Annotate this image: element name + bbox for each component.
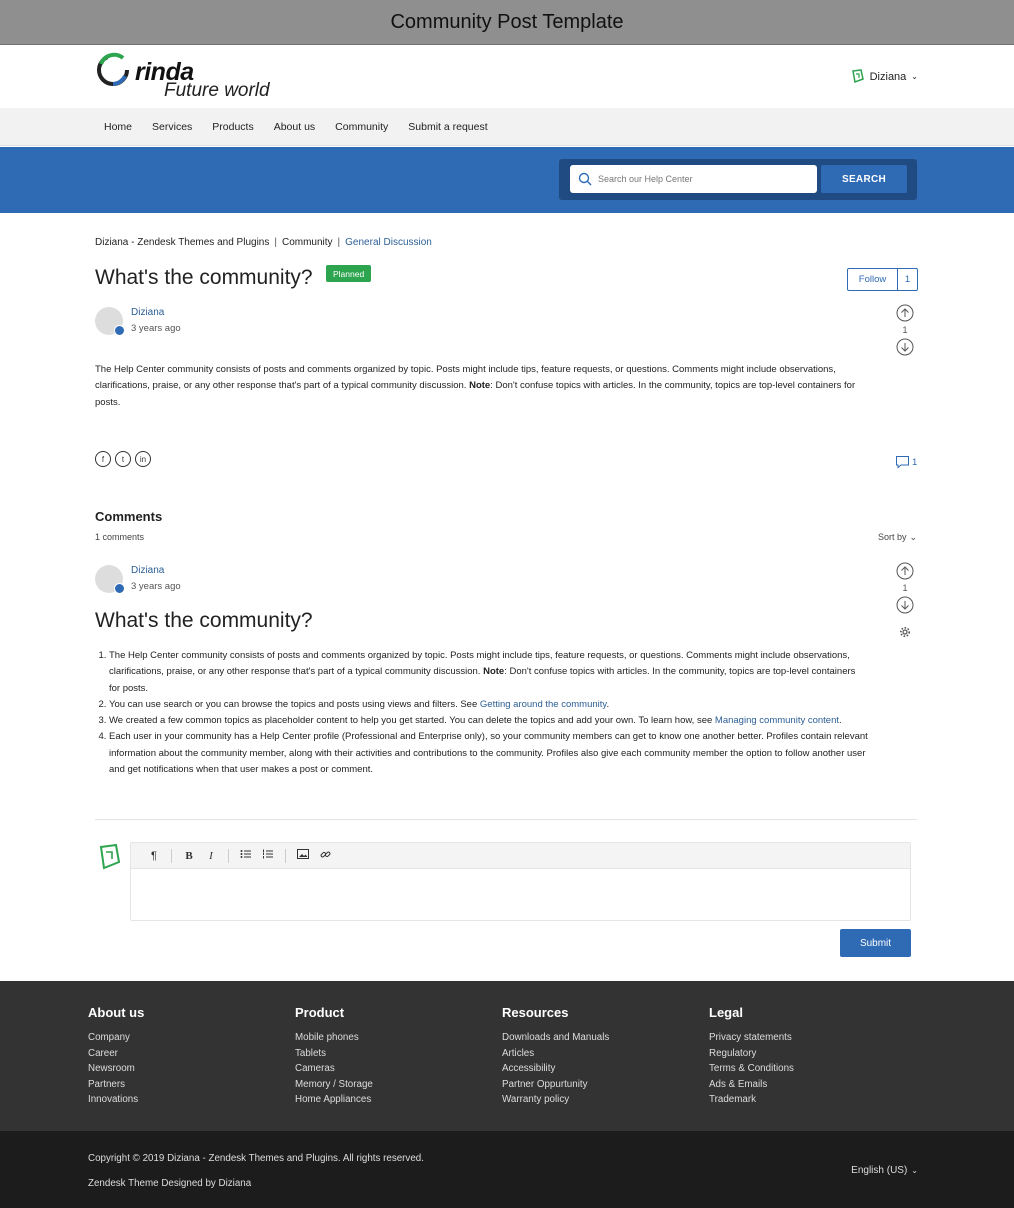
- search-icon: [578, 172, 592, 186]
- footer-heading: Resources: [502, 1005, 569, 1020]
- toolbar-separator: [171, 849, 172, 863]
- nav-item-submit-request[interactable]: Submit a request: [408, 121, 488, 133]
- comment-icon: [895, 455, 910, 469]
- footer-link[interactable]: Ads & Emails: [709, 1078, 768, 1090]
- post-timestamp: 3 years ago: [131, 323, 181, 334]
- post-body-text: The Help Center community consists of posts and comments organized by topic. Posts might include tips, feature requests, or questions. Comments might include observations, clarifications, praise, or any other response that's part of a typical community discussion.: [95, 364, 836, 392]
- vote-count: 1: [902, 583, 908, 593]
- image-icon[interactable]: [292, 849, 314, 862]
- bold-button[interactable]: B: [185, 849, 193, 862]
- comment-list: [109, 648, 869, 778]
- list-item: [109, 713, 869, 729]
- comments-heading: Comments: [95, 509, 163, 524]
- italic-button[interactable]: I: [209, 849, 213, 862]
- footer-link[interactable]: Company: [88, 1032, 130, 1043]
- sort-label: Sort by: [877, 532, 907, 542]
- list-item: [109, 648, 869, 697]
- follow-count: 1: [904, 274, 911, 285]
- downvote-icon[interactable]: [896, 596, 914, 614]
- brand-logo[interactable]: [95, 52, 295, 104]
- search-placeholder: Search our Help Center: [598, 174, 693, 184]
- comment-title: What's the community?: [95, 609, 313, 632]
- hero-banner: [0, 147, 1014, 213]
- follow-label: Follow: [848, 269, 898, 290]
- footer-link[interactable]: Warranty policy: [502, 1094, 570, 1106]
- post-vote: [895, 304, 915, 356]
- getting-around-link[interactable]: Getting around the community: [479, 698, 607, 710]
- footer-link[interactable]: Career: [88, 1047, 118, 1059]
- nav-item-home[interactable]: Home: [104, 121, 133, 133]
- comment-vote: [895, 562, 915, 638]
- footer-link[interactable]: Accessibility: [502, 1063, 556, 1075]
- user-badge-icon: [114, 583, 125, 594]
- footer-heading: Legal: [709, 1005, 743, 1020]
- breadcrumb-item-current[interactable]: General Discussion: [345, 237, 432, 248]
- sort-dropdown[interactable]: [878, 532, 917, 543]
- footer-link[interactable]: Partners: [88, 1078, 126, 1090]
- comment-textarea[interactable]: [131, 869, 910, 920]
- nav-item-community[interactable]: Community: [335, 121, 389, 133]
- site-footer: [0, 981, 1014, 1131]
- footer-bottom-bar: [0, 1131, 1014, 1208]
- footer-column-product: [295, 1005, 373, 1108]
- comment-editor: [130, 842, 911, 921]
- bullet-list-icon[interactable]: [235, 849, 257, 862]
- author-name[interactable]: Diziana: [131, 565, 165, 576]
- user-logo-icon: [98, 844, 123, 872]
- breadcrumb-separator: |: [337, 237, 341, 248]
- footer-link[interactable]: Tablets: [295, 1047, 327, 1059]
- brand-tagline: Future world: [164, 80, 270, 101]
- list-item-text-end: : Don't confuse topics with articles. In the community, topics are top-level containers for posts.: [109, 666, 856, 694]
- search-box: [559, 159, 917, 200]
- footer-link[interactable]: Privacy statements: [709, 1032, 792, 1043]
- brand-name: rinda: [135, 58, 194, 86]
- search-button[interactable]: SEARCH: [821, 165, 907, 193]
- footer-link[interactable]: Home Appliances: [295, 1094, 372, 1106]
- post-body-text-end: : Don't confuse topics with articles. In the community, topics are top-level containers for posts.: [95, 380, 856, 408]
- paragraph-button[interactable]: ¶: [151, 849, 157, 862]
- comment-count-link[interactable]: [895, 455, 917, 469]
- post-author: [95, 307, 181, 335]
- comment-timestamp: 3 years ago: [131, 581, 181, 592]
- downvote-icon[interactable]: [896, 338, 914, 356]
- numbered-list-icon[interactable]: [257, 849, 279, 862]
- footer-link[interactable]: Mobile phones: [295, 1032, 359, 1043]
- status-badge: Planned: [326, 265, 371, 282]
- language-label: English (US): [851, 1165, 908, 1176]
- divider: [95, 819, 917, 820]
- list-item: [109, 697, 869, 713]
- window-title: Community Post Template: [390, 10, 624, 33]
- breadcrumb-separator: |: [274, 237, 277, 248]
- upvote-icon[interactable]: [896, 562, 914, 580]
- footer-column-resources: [502, 1005, 609, 1108]
- list-item-text: You can use search or you can browse the topics and posts using views and filters. See: [109, 698, 480, 710]
- footer-column-about: [88, 1005, 144, 1108]
- footer-column-legal: [709, 1005, 794, 1108]
- footer-link[interactable]: Newsroom: [88, 1063, 135, 1075]
- list-item-text: Each user in your community has a Help Center profile (Professional and Enterprise only), so your community members can get to know one another better. Profiles contain relevant information about the community member, along with their activities and contributions to the community. Profiles also give each community member the option to follow another user and get notifications when that user makes a post or comment.: [109, 731, 868, 776]
- chevron-down-icon: ⌄: [911, 1166, 918, 1175]
- chevron-down-icon: ⌄: [909, 532, 917, 542]
- breadcrumb-item[interactable]: Diziana - Zendesk Themes and Plugins: [95, 237, 270, 248]
- author-name[interactable]: Diziana: [131, 307, 165, 318]
- site-header: [0, 45, 1014, 108]
- list-item-text: The Help Center community consists of posts and comments organized by topic. Posts might include tips, feature requests, or questions. Comments might include observations, clarifications, praise, or any other response that's part of a typical community discussion.: [109, 650, 850, 678]
- copyright: Copyright © 2019 Diziana - Zendesk Themes and Plugins. All rights reserved.: [88, 1153, 424, 1164]
- footer-link[interactable]: Trademark: [709, 1094, 756, 1106]
- vote-count: 1: [902, 325, 908, 335]
- list-item-note: Note: [483, 666, 505, 678]
- main-nav: [0, 108, 1014, 146]
- list-item-period: .: [839, 715, 842, 727]
- designed-by: Zendesk Theme Designed by Diziana: [88, 1178, 252, 1189]
- language-selector[interactable]: [851, 1165, 918, 1176]
- user-logo-icon: [851, 69, 865, 84]
- list-item: [109, 729, 869, 778]
- comment-count: 1: [912, 456, 918, 468]
- footer-link[interactable]: Regulatory: [709, 1047, 757, 1059]
- footer-link[interactable]: Innovations: [88, 1094, 139, 1106]
- footer-link[interactable]: Terms & Conditions: [709, 1063, 794, 1075]
- footer-link[interactable]: Cameras: [295, 1063, 335, 1075]
- user-badge-icon: [114, 325, 125, 336]
- chevron-down-icon: ⌄: [911, 72, 918, 81]
- footer-link[interactable]: Partner Oppurtunity: [502, 1078, 588, 1090]
- breadcrumb-item[interactable]: Community: [281, 237, 333, 248]
- nav-item-products[interactable]: Products: [212, 121, 254, 133]
- submit-button[interactable]: Submit: [840, 929, 911, 957]
- nav-item-services[interactable]: Services: [152, 121, 193, 133]
- user-menu[interactable]: [851, 69, 918, 84]
- linkedin-icon[interactable]: in: [135, 451, 151, 467]
- comment-author: [95, 565, 181, 593]
- toolbar-separator: [228, 849, 229, 863]
- facebook-icon[interactable]: f: [95, 451, 111, 467]
- follow-button[interactable]: [847, 268, 918, 291]
- footer-link[interactable]: Articles: [502, 1047, 535, 1059]
- search-input[interactable]: [570, 165, 817, 193]
- footer-heading: About us: [88, 1005, 145, 1020]
- logo-ring-icon: [95, 52, 131, 88]
- comments-count: 1 comments: [95, 532, 145, 542]
- toolbar-separator: [285, 849, 286, 863]
- managing-content-link[interactable]: Managing community content: [714, 715, 840, 727]
- avatar[interactable]: [95, 565, 123, 593]
- footer-heading: Product: [295, 1005, 345, 1020]
- breadcrumb: [95, 237, 432, 248]
- user-name: Diziana: [869, 70, 907, 83]
- editor-toolbar: [131, 843, 910, 869]
- window-title-bar: [0, 0, 1014, 45]
- link-icon[interactable]: [314, 849, 336, 863]
- gear-icon[interactable]: [899, 626, 911, 638]
- footer-link[interactable]: Memory / Storage: [295, 1078, 373, 1090]
- upvote-icon[interactable]: [896, 304, 914, 322]
- nav-item-about-us[interactable]: About us: [273, 121, 316, 133]
- post-body: [95, 362, 875, 411]
- list-item-period: .: [606, 698, 610, 710]
- post-body-note: Note: [469, 380, 491, 392]
- avatar[interactable]: [95, 307, 123, 335]
- footer-link[interactable]: Downloads and Manuals: [502, 1032, 610, 1043]
- twitter-icon[interactable]: t: [115, 451, 131, 467]
- share-links: [95, 451, 151, 467]
- list-item-text: We created a few common topics as placeholder content to help you get started. You can delete the topics and add your own. To learn how, see: [109, 715, 715, 727]
- post-title: What's the community?: [95, 266, 313, 289]
